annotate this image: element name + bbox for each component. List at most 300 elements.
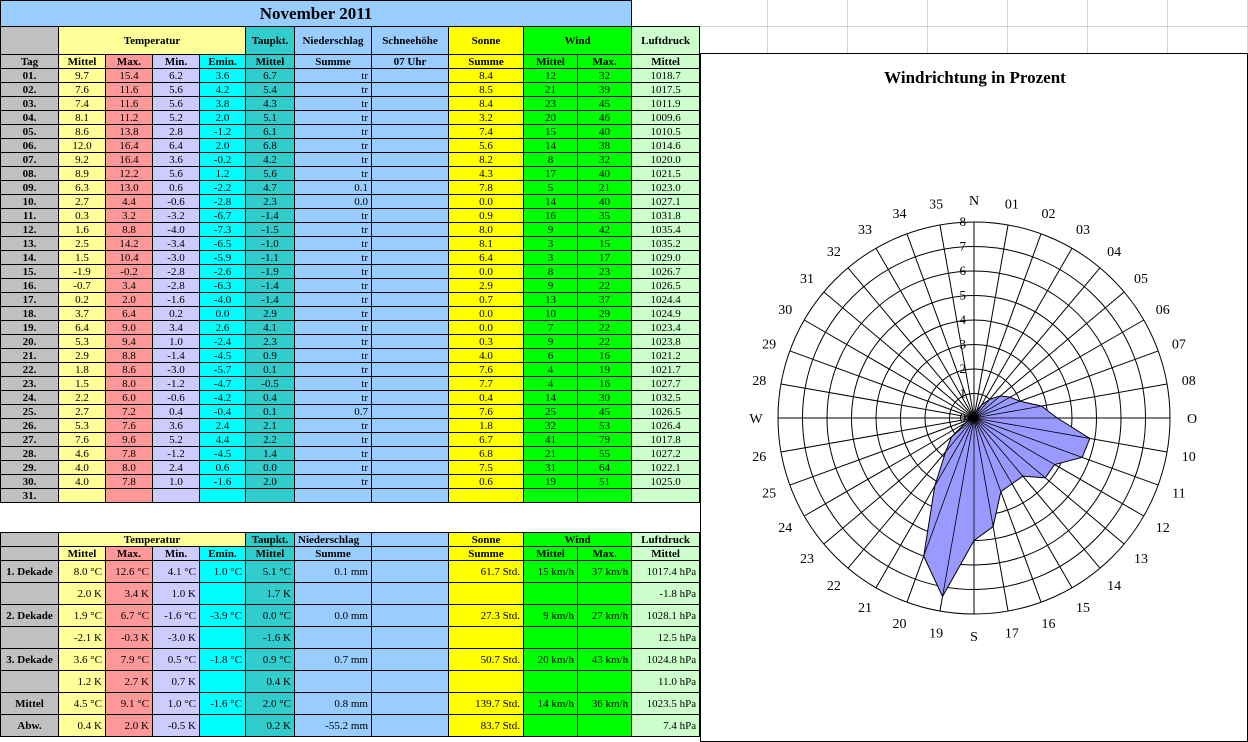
day-value [372, 363, 449, 377]
day-value: 7.8 [106, 475, 153, 489]
day-value: 38 [578, 139, 632, 153]
day-value [372, 83, 449, 97]
summary-value: 11.0 hPa [632, 671, 700, 693]
day-value [372, 405, 449, 419]
header-summe: Summe [295, 55, 372, 69]
table-row [1, 335, 700, 349]
summary-value [372, 605, 449, 627]
day-value: tr [295, 209, 372, 223]
day-value: 1.0 [153, 335, 200, 349]
header-sonne-summe: Summe [449, 547, 524, 561]
day-value: -3.2 [153, 209, 200, 223]
day-value: 0.3 [449, 335, 524, 349]
day-value: -1.9 [246, 265, 295, 279]
summary-value [524, 583, 578, 605]
day-value: 21 [524, 447, 578, 461]
summary-value: 2.0 °C [246, 693, 295, 715]
tick-label: 2 [959, 361, 966, 376]
day-value: 1.4 [246, 447, 295, 461]
day-label: 05. [1, 125, 59, 139]
day-value: -6.5 [200, 237, 246, 251]
day-label: 04. [1, 111, 59, 125]
table-row [1, 391, 700, 405]
day-value: 3.2 [106, 209, 153, 223]
direction-label: 01 [1004, 197, 1019, 213]
day-label: 29. [1, 461, 59, 475]
header-sonne: Sonne [449, 27, 524, 55]
day-value: -1.2 [153, 447, 200, 461]
day-label: 11. [1, 209, 59, 223]
day-label: 16. [1, 279, 59, 293]
day-value: 45 [578, 405, 632, 419]
day-value: tr [295, 265, 372, 279]
day-value: 0.4 [449, 391, 524, 405]
day-value: 2.9 [246, 307, 295, 321]
day-value: -5.9 [200, 251, 246, 265]
day-value: 7.6 [106, 419, 153, 433]
day-value: 6.4 [59, 321, 106, 335]
day-value: 23 [524, 97, 578, 111]
summary-value [372, 649, 449, 671]
day-value: 11.2 [106, 111, 153, 125]
table-row [1, 377, 700, 391]
summary-value: 6.7 °C [106, 605, 153, 627]
day-value: 1032.5 [632, 391, 700, 405]
day-value: 32 [578, 153, 632, 167]
day-value: 1035.2 [632, 237, 700, 251]
table-row [1, 223, 700, 237]
page-title: November 2011 [1, 1, 632, 27]
day-value: 6.4 [153, 139, 200, 153]
summary-value: 4.5 °C [59, 693, 106, 715]
day-value: 2.0 [200, 111, 246, 125]
summary-value: 20 km/h [524, 649, 578, 671]
summary-value: 0.8 mm [295, 693, 372, 715]
direction-label: 12 [1155, 521, 1170, 536]
day-value: 40 [578, 167, 632, 181]
day-value: 1.5 [59, 377, 106, 391]
summary-value: -1.6 °C [153, 605, 200, 627]
day-value: 51 [578, 475, 632, 489]
direction-label: 02 [1041, 207, 1056, 223]
day-value: 20 [524, 111, 578, 125]
day-value: -0.4 [200, 405, 246, 419]
summary-value [200, 627, 246, 649]
day-value: -3.0 [153, 251, 200, 265]
direction-label: S [970, 630, 978, 645]
summary-value [524, 715, 578, 737]
day-value: -4.0 [200, 293, 246, 307]
day-value: 29 [578, 307, 632, 321]
summary-value [372, 671, 449, 693]
day-value: 1.5 [59, 251, 106, 265]
day-value: 11.6 [106, 97, 153, 111]
day-value: 7.2 [106, 405, 153, 419]
day-value: 22 [578, 279, 632, 293]
day-value: 7.6 [59, 83, 106, 97]
day-value: 4.0 [59, 461, 106, 475]
day-value: 2.7 [59, 405, 106, 419]
day-value: 8.6 [106, 363, 153, 377]
summary-value: 1.9 °C [59, 605, 106, 627]
day-label: 25. [1, 405, 59, 419]
day-value: 1035.4 [632, 223, 700, 237]
day-value: tr [295, 363, 372, 377]
table-row [1, 461, 700, 475]
day-value: 0.0 [449, 265, 524, 279]
summary-value: 1.0 K [153, 583, 200, 605]
summary-value: 1024.8 hPa [632, 649, 700, 671]
header-empty [1, 547, 59, 561]
sheet-cell[interactable] [1008, 27, 1088, 54]
day-value: 32 [524, 419, 578, 433]
day-value [372, 167, 449, 181]
summary-row [1, 627, 700, 649]
day-value: 12.0 [59, 139, 106, 153]
day-value: -0.6 [153, 391, 200, 405]
header-luftdruck: Luftdruck [632, 27, 700, 55]
direction-label: 21 [858, 600, 872, 616]
direction-label: 20 [892, 616, 907, 632]
day-value: 8.0 [106, 461, 153, 475]
day-value: 5.2 [153, 433, 200, 447]
day-value: 15 [524, 125, 578, 139]
day-value: 1014.6 [632, 139, 700, 153]
day-value: 2.2 [59, 391, 106, 405]
summary-value [524, 671, 578, 693]
day-value: 4.4 [106, 195, 153, 209]
summary-label: 3. Dekade [1, 649, 59, 671]
header-temperatur: Temperatur [59, 533, 246, 547]
summary-value: 8.0 °C [59, 561, 106, 583]
day-value [372, 349, 449, 363]
summary-value: 0.0 mm [295, 605, 372, 627]
day-value: 5.6 [449, 139, 524, 153]
day-value: 6.0 [106, 391, 153, 405]
day-value: 0.1 [295, 181, 372, 195]
day-value [372, 125, 449, 139]
day-value [372, 251, 449, 265]
summary-value: 50.7 Std. [449, 649, 524, 671]
day-label: 22. [1, 363, 59, 377]
day-value: 5.6 [153, 167, 200, 181]
summary-value: -2.1 K [59, 627, 106, 649]
summary-value: 1.2 K [59, 671, 106, 693]
direction-label: 33 [858, 223, 872, 239]
day-value: 12 [524, 69, 578, 83]
day-label: 21. [1, 349, 59, 363]
day-value: 19 [524, 475, 578, 489]
day-value: 22 [578, 335, 632, 349]
table-row [1, 489, 700, 503]
day-value: 1023.4 [632, 321, 700, 335]
sheet-cell[interactable] [700, 27, 768, 54]
table-row [1, 251, 700, 265]
day-value: 8 [524, 153, 578, 167]
day-value: 42 [578, 223, 632, 237]
summary-label: 2. Dekade [1, 605, 59, 627]
sheet-cell[interactable] [1008, 0, 1088, 27]
day-value: 1020.0 [632, 153, 700, 167]
day-value: 0.1 [246, 363, 295, 377]
day-value: 19 [578, 363, 632, 377]
day-value: 10 [524, 307, 578, 321]
day-value: 41 [524, 433, 578, 447]
summary-row [1, 693, 700, 715]
day-value: 4.3 [449, 167, 524, 181]
direction-label: 04 [1107, 245, 1122, 261]
header-07uhr: 07 Uhr [372, 55, 449, 69]
sheet-cell[interactable] [848, 27, 928, 54]
summary-value: -1.8 hPa [632, 583, 700, 605]
sheet-cell[interactable] [1168, 27, 1248, 54]
header-wind-max: Max. [578, 547, 632, 561]
day-value: 2.4 [200, 419, 246, 433]
day-value: 64 [578, 461, 632, 475]
direction-label: 16 [1041, 616, 1056, 632]
day-value: 1026.5 [632, 279, 700, 293]
day-value: 5.1 [246, 111, 295, 125]
day-value: tr [295, 223, 372, 237]
summary-label: Mittel [1, 693, 59, 715]
sheet-cell[interactable] [700, 0, 768, 27]
table-row [1, 279, 700, 293]
day-label: 28. [1, 447, 59, 461]
summary-label [1, 671, 59, 693]
day-value: tr [295, 461, 372, 475]
table-row [1, 69, 700, 83]
table-row [1, 97, 700, 111]
direction-label: 31 [800, 271, 815, 287]
table-row [1, 167, 700, 181]
day-value: 0.3 [59, 209, 106, 223]
day-value: 16 [578, 349, 632, 363]
summary-value: 3.6 °C [59, 649, 106, 671]
day-label: 19. [1, 321, 59, 335]
table-row [1, 405, 700, 419]
day-value: 6 [524, 349, 578, 363]
day-value: 1009.6 [632, 111, 700, 125]
day-value: 13.0 [106, 181, 153, 195]
summary-value: 9 km/h [524, 605, 578, 627]
table-row [1, 237, 700, 251]
series-area [924, 396, 1090, 597]
summary-value: 27.3 Std. [449, 605, 524, 627]
header-niederschlag: Niederschlag [295, 27, 372, 55]
summary-value: 61.7 Std. [449, 561, 524, 583]
day-value: 2.0 [246, 475, 295, 489]
summary-value: 0.4 K [246, 671, 295, 693]
day-value: -1.4 [246, 293, 295, 307]
day-value: 9.4 [106, 335, 153, 349]
day-value: 14.2 [106, 237, 153, 251]
header-mittel: Mittel [59, 55, 106, 69]
day-value: 8.1 [449, 237, 524, 251]
day-label: 03. [1, 97, 59, 111]
sheet-cell[interactable] [928, 27, 1008, 54]
summary-value: -55.2 mm [295, 715, 372, 737]
day-value: 2.9 [59, 349, 106, 363]
day-value: -1.0 [246, 237, 295, 251]
day-value: 4.0 [59, 475, 106, 489]
day-value: 1027.1 [632, 195, 700, 209]
day-value [372, 69, 449, 83]
direction-label: 32 [826, 245, 841, 261]
day-label: 07. [1, 153, 59, 167]
day-value: 3.2 [449, 111, 524, 125]
day-label: 02. [1, 83, 59, 97]
day-value [295, 489, 372, 503]
day-value: 6.8 [449, 447, 524, 461]
day-value: 1021.2 [632, 349, 700, 363]
table-row [1, 111, 700, 125]
day-value: 0.2 [59, 293, 106, 307]
header-min: Min. [153, 55, 200, 69]
day-value: -1.9 [59, 265, 106, 279]
wind-rose [701, 54, 1247, 741]
day-label: 15. [1, 265, 59, 279]
day-value: 21 [578, 181, 632, 195]
day-label: 01. [1, 69, 59, 83]
day-value: 39 [578, 83, 632, 97]
day-value: tr [295, 321, 372, 335]
day-value: 0.4 [153, 405, 200, 419]
day-value: 0.0 [449, 307, 524, 321]
summary-value [200, 583, 246, 605]
day-value: 4.1 [246, 321, 295, 335]
day-value [372, 307, 449, 321]
day-label: 10. [1, 195, 59, 209]
day-value: 5 [524, 181, 578, 195]
sheet-cell[interactable] [768, 0, 848, 27]
header-sonne: Sonne [449, 533, 524, 547]
day-value: 23 [578, 265, 632, 279]
day-value: 1023.0 [632, 181, 700, 195]
day-value: 6.1 [246, 125, 295, 139]
header-empty [1, 533, 59, 547]
header-taupkt: Taupkt. [246, 27, 295, 55]
day-value: 2.1 [246, 419, 295, 433]
summary-value: 0.7 mm [295, 649, 372, 671]
header-min: Min. [153, 547, 200, 561]
day-value: -1.6 [200, 475, 246, 489]
day-label: 20. [1, 335, 59, 349]
day-value: 11.6 [106, 83, 153, 97]
day-value: 10.4 [106, 251, 153, 265]
day-value: -1.5 [246, 223, 295, 237]
day-value: tr [295, 125, 372, 139]
summary-value: 0.5 °C [153, 649, 200, 671]
day-value: 0.6 [200, 461, 246, 475]
direction-label: 22 [826, 578, 841, 594]
day-value: 13 [524, 293, 578, 307]
table-row [1, 181, 700, 195]
day-value: 1023.8 [632, 335, 700, 349]
direction-label: 26 [752, 449, 767, 465]
sheet-cell[interactable] [928, 0, 1008, 27]
day-value: 3.6 [153, 153, 200, 167]
day-label: 06. [1, 139, 59, 153]
day-value: 15 [578, 237, 632, 251]
day-value: tr [295, 69, 372, 83]
day-value: 3.6 [153, 419, 200, 433]
day-value [449, 489, 524, 503]
header-max: Max. [106, 547, 153, 561]
summary-row [1, 715, 700, 737]
day-value: 15.4 [106, 69, 153, 83]
header-wind-mittel: Mittel [524, 55, 578, 69]
day-value [372, 209, 449, 223]
header-taupkt-mittel: Mittel [246, 55, 295, 69]
sheet-cell[interactable] [1088, 27, 1168, 54]
tick-label: 0 [959, 410, 966, 425]
day-value: -4.2 [200, 391, 246, 405]
summary-row [1, 671, 700, 693]
day-value: -1.6 [153, 293, 200, 307]
summary-row [1, 583, 700, 605]
day-value: 1017.5 [632, 83, 700, 97]
day-value: 1018.7 [632, 69, 700, 83]
summary-value: 0.0 °C [246, 605, 295, 627]
day-value: 16.4 [106, 139, 153, 153]
table-row [1, 321, 700, 335]
direction-label: 14 [1107, 578, 1122, 594]
summary-value [578, 583, 632, 605]
table-row [1, 153, 700, 167]
day-value: -1.4 [246, 279, 295, 293]
day-value: 1024.4 [632, 293, 700, 307]
day-value: 2.3 [246, 195, 295, 209]
summary-value: 0.9 °C [246, 649, 295, 671]
day-value: 0.6 [449, 475, 524, 489]
day-value: 30 [578, 391, 632, 405]
day-value: 6.7 [449, 433, 524, 447]
header-taupkt-mittel: Mittel [246, 547, 295, 561]
spacer [1, 503, 700, 533]
day-label: 08. [1, 167, 59, 181]
summary-value: 0.7 K [153, 671, 200, 693]
table-row [1, 363, 700, 377]
day-value: -4.5 [200, 447, 246, 461]
day-value: 0.1 [246, 405, 295, 419]
sheet-cell[interactable] [1168, 0, 1248, 27]
day-value [372, 419, 449, 433]
day-value: -2.4 [200, 335, 246, 349]
day-value: 1011.9 [632, 97, 700, 111]
summary-value: 37 km/h [578, 561, 632, 583]
direction-label: O [1186, 412, 1198, 427]
day-value: 4 [524, 363, 578, 377]
header-wind-max: Max. [578, 55, 632, 69]
sheet-cell[interactable] [768, 27, 848, 54]
header-taupkt: Taupkt. [246, 533, 295, 547]
table-row [1, 419, 700, 433]
day-value: 1031.8 [632, 209, 700, 223]
day-label: 31. [1, 489, 59, 503]
day-value: 1022.1 [632, 461, 700, 475]
sheet-cell[interactable] [848, 0, 928, 27]
day-value: 25 [524, 405, 578, 419]
day-value: 8.4 [449, 69, 524, 83]
day-value: 79 [578, 433, 632, 447]
day-value: -5.7 [200, 363, 246, 377]
day-value [59, 489, 106, 503]
sheet-cell[interactable] [1088, 0, 1168, 27]
day-value: 0.2 [153, 307, 200, 321]
summary-value: 4.1 °C [153, 561, 200, 583]
day-value [372, 461, 449, 475]
day-value [372, 321, 449, 335]
